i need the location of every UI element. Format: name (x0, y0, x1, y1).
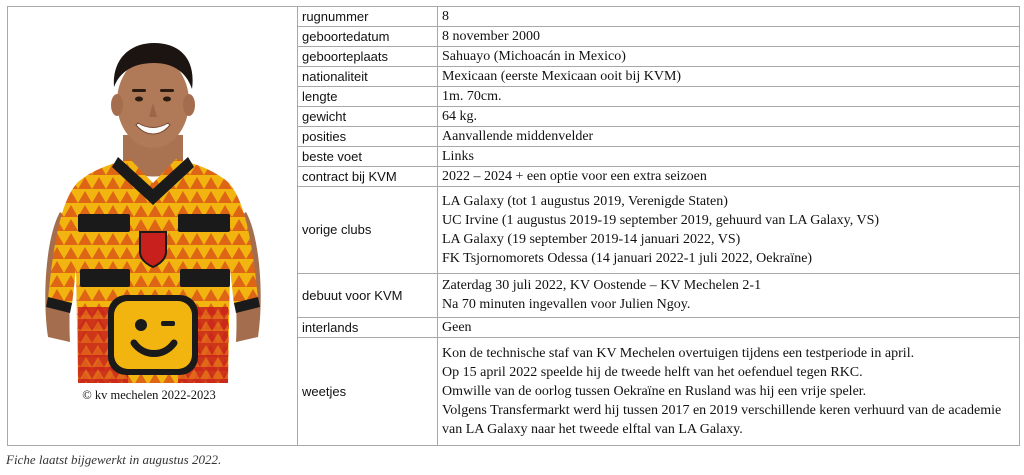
label-beste-voet: beste voet (298, 147, 438, 167)
label-vorige-clubs: vorige clubs (298, 187, 438, 274)
player-photo (8, 7, 298, 445)
value-nationaliteit: Mexicaan (eerste Mexicaan ooit bij KVM) (438, 67, 1020, 87)
club-line: UC Irvine (1 augustus 2019-19 september 2019, gehuurd van LA Galaxy, VS) (442, 212, 880, 228)
label-posities: posities (298, 127, 438, 147)
club-line: FK Tsjornomorets Odessa (14 januari 2022-1 juli 2022, Oekraïne) (442, 250, 813, 266)
value-contract: 2022 – 2024 + een optie voor een extra seizoen (438, 167, 1020, 187)
value-rugnummer: 8 (438, 7, 1020, 27)
club-line: LA Galaxy (19 september 2019-14 januari 2022, VS) (442, 231, 741, 247)
label-contract: contract bij KVM (298, 167, 438, 187)
weetje-item: Op 15 april 2022 speelde hij de tweede helft van het oefenduel tegen RKC. (442, 364, 863, 380)
value-vorige-clubs (438, 187, 1020, 274)
label-weetjes: weetjes (298, 337, 438, 445)
weetje-item: Volgens Transfermarkt werd hij tussen 2017 en 2019 verschillende keren verhuurd van de academie van LA Galaxy naar het tweede elftal van LA Galaxy. (442, 402, 1002, 437)
value-lengte: 1m. 70cm. (438, 87, 1020, 107)
value-posities: Aanvallende middenvelder (438, 127, 1020, 147)
value-interlands: Geen (438, 317, 1020, 337)
club-line: LA Galaxy (tot 1 augustus 2019, Verenigde Staten) (442, 193, 728, 209)
label-nationaliteit: nationaliteit (298, 67, 438, 87)
value-debuut: Zaterdag 30 juli 2022, KV Oostende – KV Mechelen 2-1 Na 70 minuten ingevallen voor Julien Ngoy. (438, 273, 1020, 317)
label-lengte: lengte (298, 87, 438, 107)
player-info-table (7, 6, 1020, 446)
footer-note: Fiche laatst bijgewerkt in augustus 2022. (6, 452, 222, 467)
label-gewicht: gewicht (298, 107, 438, 127)
value-beste-voet: Links (438, 147, 1020, 167)
label-rugnummer: rugnummer (298, 7, 438, 27)
player-photo-cell (8, 7, 298, 446)
value-geboortedatum: 8 november 2000 (438, 27, 1020, 47)
label-geboortedatum: geboortedatum (298, 27, 438, 47)
label-interlands: interlands (298, 317, 438, 337)
label-geboorteplaats: geboorteplaats (298, 47, 438, 67)
value-geboorteplaats: Sahuayo (Michoacán in Mexico) (438, 47, 1020, 67)
weetje-item: Omwille van de oorlog tussen Oekraïne en Rusland was hij een vrije speler. (442, 383, 867, 399)
label-debuut: debuut voor KVM (298, 273, 438, 317)
value-weetjes (438, 337, 1020, 445)
weetje-item: Kon de technische staf van KV Mechelen overtuigen tijdens een testperiode in april. (442, 345, 915, 361)
photo-caption: © kv mechelen 2022-2023 (82, 388, 216, 402)
value-gewicht: 64 kg. (438, 107, 1020, 127)
